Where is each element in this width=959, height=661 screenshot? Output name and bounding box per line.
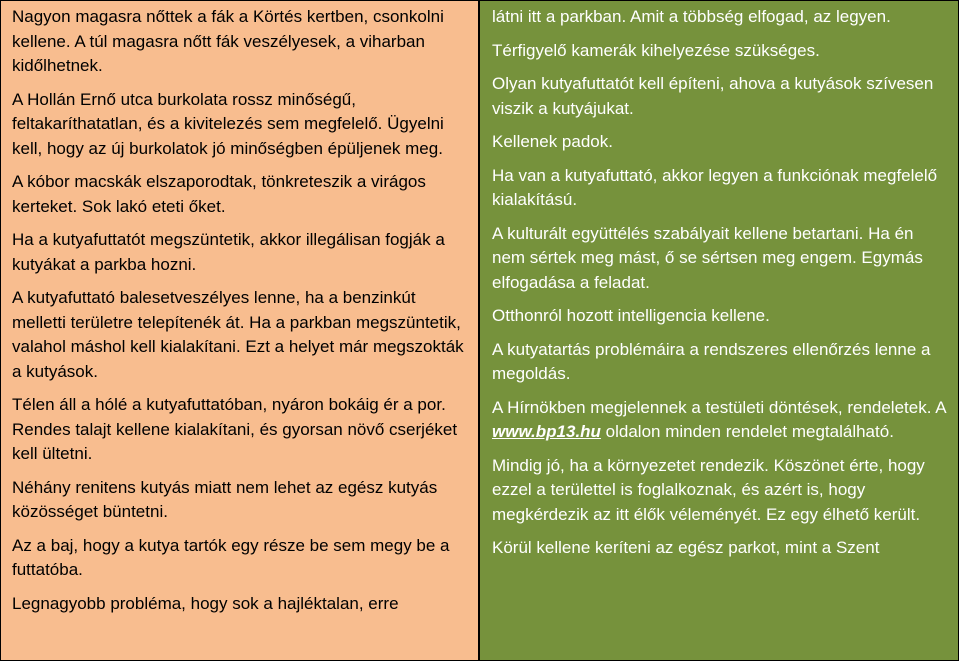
- bp13-link[interactable]: www.bp13.hu: [492, 422, 601, 441]
- right-paragraph-4: Kellenek padok.: [492, 132, 613, 151]
- hirnok-text-before: A Hírnökben megjelennek a testületi döntések, rendeletek. A: [492, 397, 946, 417]
- left-paragraph-7: Néhány renitens kutyás miatt nem lehet az egész kutyás közösséget büntetni.: [12, 477, 438, 521]
- left-paragraph-2: A Hollán Ernő utca burkolata rossz minőségű, feltakaríthatatlan, és a kivitelezés sem megfelelő. Ügyelni kell, hogy az új burkolatok jó minőségben épüljenek meg.: [12, 89, 444, 158]
- right-paragraph-1: látni itt a parkban. Amit a többség elfogad, az legyen.: [492, 7, 891, 26]
- left-paragraph-3: A kóbor macskák elszaporodtak, tönkreteszik a virágos kerteket. Sok lakó eteti őket.: [12, 172, 426, 216]
- right-column: [480, 1, 958, 660]
- right-paragraph-3: Olyan kutyafuttatót kell építeni, ahova a kutyások szívesen viszik a kutyájukat.: [492, 74, 934, 118]
- right-paragraph-7: Otthonról hozott intelligencia kellene.: [492, 306, 770, 325]
- right-paragraph-5: Ha van a kutyafuttató, akkor legyen a funkciónak megfelelő kialakítású.: [492, 165, 938, 209]
- left-paragraph-8: Az a baj, hogy a kutya tartók egy része be sem megy be a futtatóba.: [12, 535, 450, 579]
- right-paragraph-8: A kutyatartás problémáira a rendszeres ellenőrzés lenne a megoldás.: [492, 339, 931, 383]
- right-paragraph-2: Térfigyelő kamerák kihelyezése szükséges.: [492, 40, 820, 60]
- left-paragraph-4: Ha a kutyafuttatót megszüntetik, akkor illegálisan fogják a kutyákat a parkba hozni.: [12, 230, 445, 274]
- left-paragraph-9: Legnagyobb probléma, hogy sok a hajléktalan, erre: [12, 593, 399, 613]
- hirnok-text-after: oldalon minden rendelet megtalálható.: [600, 422, 894, 441]
- right-paragraph-hirnok: [492, 396, 948, 445]
- right-paragraph-10: Mindig jó, ha a környezetet rendezik. Köszönet érte, hogy ezzel a területtel is foglalkoznak, és azért is, hogy megkérdezik az itt élők véleményét. Ez egy élhető került.: [492, 455, 925, 524]
- right-paragraph-6: A kulturált együttélés szabályait kellene betartani. Ha én nem sértek meg mást, ő se sértsen meg engem. Egymás elfogadása a feladat.: [492, 223, 923, 292]
- left-paragraph-5: A kutyafuttató balesetveszélyes lenne, ha a benzinkút melletti területre telepítenék át. Ha a parkban megszüntetik, valahol máshol kell kialakítani. Ezt a helyet már megszokták a kutyások.: [12, 288, 464, 381]
- left-column: [1, 1, 480, 660]
- left-paragraph-1: Nagyon magasra nőttek a fák a Körtés kertben, csonkolni kellene. A túl magasra nőtt fák veszélyesek, a viharban kidőlhetnek.: [12, 7, 444, 75]
- left-paragraph-6: Télen áll a hólé a kutyafuttatóban, nyáron bokáig ér a por. Rendes talajt kellene kialakítani, és gyorsan növő cserjéket kell ültetni.: [12, 395, 458, 463]
- right-paragraph-11: Körül kellene keríteni az egész parkot, mint a Szent: [492, 538, 880, 557]
